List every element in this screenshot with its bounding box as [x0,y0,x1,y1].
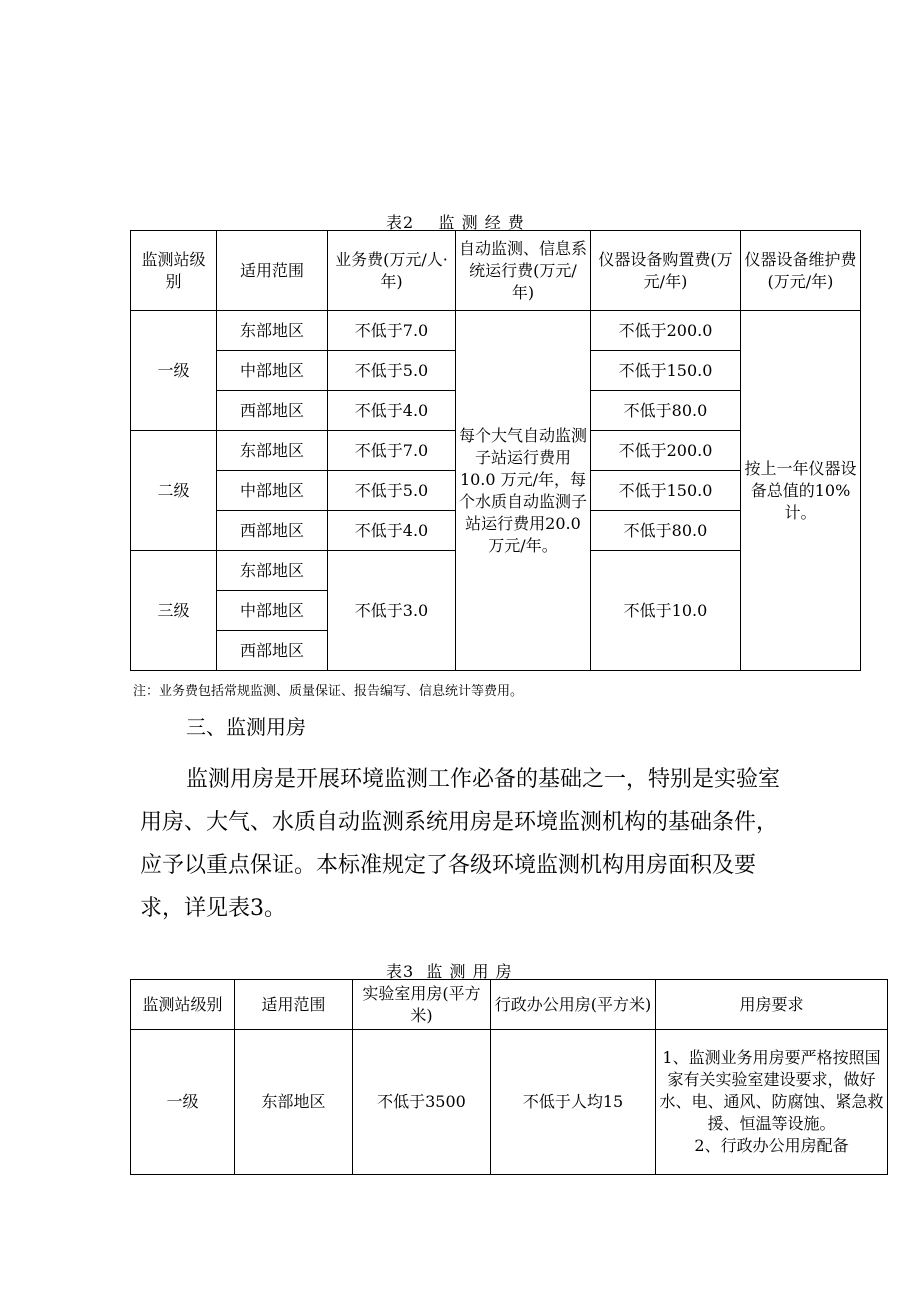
level-cell: 三级 [131,551,217,671]
lab-area-cell: 不低于3500 [353,1030,491,1175]
body-paragraph: 监测用房是开展环境监测工作必备的基础之一，特别是实验室用房、大气、水质自动监测系统用房是环境监测机构的基础条件，应予以重点保证。本标准规定了各级环境监测机构用房面积及要求，详见表3。 [140,767,781,921]
header-level: 监测站级别 [131,980,235,1030]
table-row [131,311,861,351]
region-cell: 中部地区 [217,471,328,511]
region-cell: 西部地区 [217,391,328,431]
purchase-fee-cell: 不低于200.0 [591,311,741,351]
office-area-cell: 不低于人均15 [491,1030,656,1175]
region-cell: 东部地区 [217,551,328,591]
maintenance-cell: 按上一年仪器设备总值的10%计。 [741,311,861,671]
table-header-row [131,980,888,1030]
header-requirements: 用房要求 [656,980,888,1030]
header-purchase-fee: 仪器设备购置费(万元/年) [591,231,741,311]
header-lab-area: 实验室用房(平方米) [353,980,491,1030]
business-fee-cell: 不低于7.0 [328,431,456,471]
business-fee-cell: 不低于5.0 [328,351,456,391]
region-cell: 东部地区 [217,431,328,471]
header-business-fee: 业务费(万元/人·年) [328,231,456,311]
table2-caption: 表2 监 测 经 费 [386,213,525,232]
table-row [131,1030,888,1175]
requirements-cell [656,1030,888,1175]
purchase-fee-cell: 不低于80.0 [591,511,741,551]
business-fee-cell: 不低于4.0 [328,511,456,551]
region-cell: 中部地区 [217,351,328,391]
housing-table [130,979,888,1175]
business-fee-cell: 不低于7.0 [328,311,456,351]
region-cell: 西部地区 [217,631,328,671]
header-maintenance-fee: 仪器设备维护费(万元/年) [741,231,861,311]
purchase-fee-cell: 不低于200.0 [591,431,741,471]
purchase-fee-cell: 不低于150.0 [591,471,741,511]
region-cell: 东部地区 [217,311,328,351]
region-cell: 中部地区 [217,591,328,631]
purchase-fee-cell: 不低于10.0 [591,551,741,671]
level-cell: 一级 [131,311,217,431]
region-cell: 东部地区 [235,1030,353,1175]
funding-table [130,230,861,671]
header-region: 适用范围 [235,980,353,1030]
level-cell: 一级 [131,1030,235,1175]
section-heading: 三、监测用房 [186,715,306,739]
requirement-item: 1、监测业务用房要严格按照国家有关实验室建设要求，做好水、电、通风、防腐蚀、紧急救援、恒温等设施。 [659,1048,884,1133]
table-header-row [131,231,861,311]
header-level: 监测站级 别 [131,231,217,311]
header-region: 适用范围 [217,231,328,311]
business-fee-cell: 不低于4.0 [328,391,456,431]
requirement-item: 2、行政办公用房配备 [694,1136,849,1155]
purchase-fee-cell: 不低于80.0 [591,391,741,431]
level-cell: 二级 [131,431,217,551]
business-fee-cell: 不低于3.0 [328,551,456,671]
region-cell: 西部地区 [217,511,328,551]
table-note: 注：业务费包括常规监测、质量保证、报告编写、信息统计等费用。 [133,684,524,699]
purchase-fee-cell: 不低于150.0 [591,351,741,391]
auto-monitoring-cell: 每个大气自动监测子站运行费用10.0 万元/年，每个水质自动监测子站运行费用20.0万元/年。 [456,311,591,671]
header-auto-monitoring-fee: 自动监测、信息系统运行费(万元/年) [456,231,591,311]
business-fee-cell: 不低于5.0 [328,471,456,511]
header-office-area: 行政办公用房(平方米) [491,980,656,1030]
table3-caption: 表3 监 测 用 房 [386,962,513,981]
